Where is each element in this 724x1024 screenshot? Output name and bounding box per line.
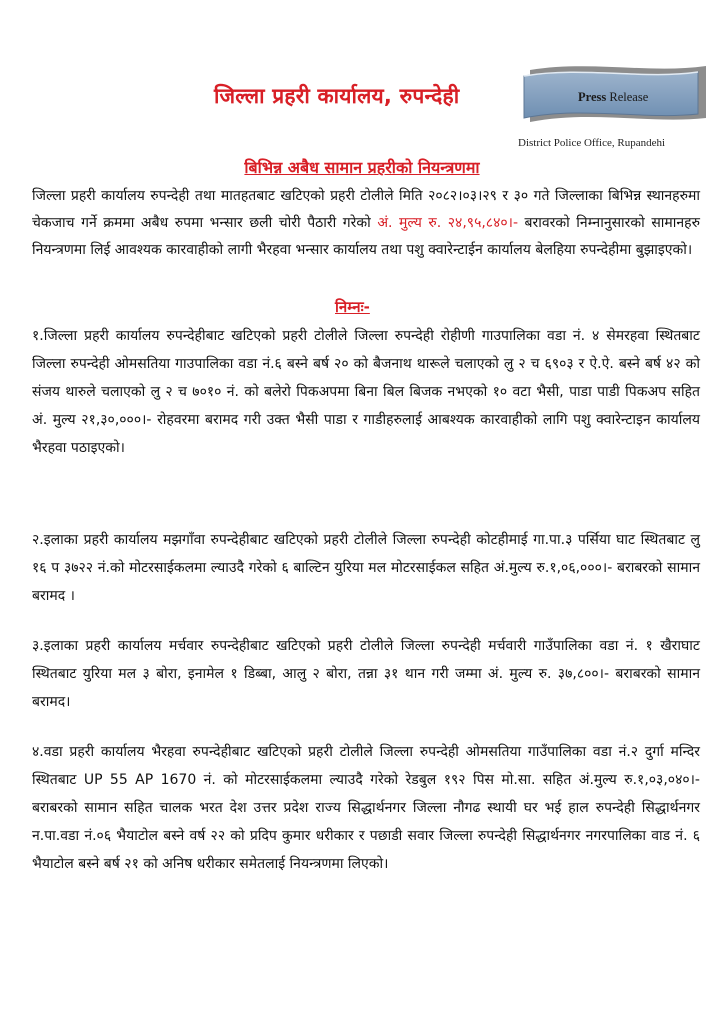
list-item: ३.इलाका प्रहरी कार्यालय मर्चवार रुपन्देहीबाट खटिएको प्रहरी टोलीले जिल्ला रुपन्देही मर्चवारी गाउँपालिका वडा नं. १ खैराघाट स्थितबाट युरिया मल ३ बोरा, इनामेल १ डिब्बा, आलु २ बोरा, तन्ना ३१ थान गरी जम्मा अं. मुल्य रु. ३७,८००।- बराबरको सामान बरामद। bbox=[32, 638, 700, 710]
intro-paragraph bbox=[32, 183, 700, 264]
intro-amount: अं. मुल्य रु. २४,९५,८४०।- bbox=[377, 215, 518, 231]
intro-text-after: बरावरको निम्नानुसारको सामानहरु नियन्त्रणमा लिई आवश्यक कारवाहीको लागी भैरहवा भन्सार कार्यालय तथा पशु क्वारेन्टाईन कार्यालय बेलहिया रुपन्देहीमा बुझाइएको। bbox=[32, 215, 700, 258]
list-heading: निम्नः- bbox=[335, 298, 370, 316]
office-title: जिल्ला प्रहरी कार्यालय, रुपन्देही bbox=[214, 84, 460, 108]
press-word: Press bbox=[578, 90, 607, 104]
press-release-badge bbox=[520, 64, 712, 128]
press-release-text bbox=[578, 90, 648, 105]
list-item: १.जिल्ला प्रहरी कार्यालय रुपन्देहीबाट खटिएको प्रहरी टोलीले जिल्ला रुपन्देही रोहीणी गाउपालिका वडा नं. ४ सेमरहवा स्थितबाट जिल्ला रुपन्देही ओमसतिया गाउपालिका वडा नं.६ बस्ने बर्ष २० को बैजनाथ थारूले चलाएको लु २ च ६९०३ र ऐ.ऐ. बस्ने बर्ष ४२ को संजय थारुले चलाएको लु २ च ७०१० नं. को बलेरो पिकअपमा बिना बिल बिजक नभएको १० वटा भैसी, पाडा पाडी पिकअप सहित अं. मुल्य २१,३०,०००।- रोहवरमा बरामद गरी उक्त भैसी पाडा र गाडीहरुलाई आबश्यक कारवाहीको लागि पशु क्वारेन्टाइन कार्यालय भैरहवा पठाइएको। bbox=[32, 328, 700, 456]
office-name-english: District Police Office, Rupandehi bbox=[518, 137, 666, 149]
release-word: Release bbox=[606, 90, 649, 104]
intro-text-before: जिल्ला प्रहरी कार्यालय रुपन्देही तथा मातहतबाट खटिएको प्रहरी टोलीले मिति २०८२।०३।२९ र ३० गते जिल्लाका बिभिन्न स्थानहरुमा चेकजाच गर्ने क्रममा अबैध रुपमा भन्सार छली चोरी पैठारी गरेको bbox=[32, 188, 700, 231]
list-item: २.इलाका प्रहरी कार्यालय मझगाँवा रुपन्देहीबाट खटिएको प्रहरी टोलीले जिल्ला रुपन्देही कोटहीमाई गा.पा.३ पर्सिया घाट स्थितबाट लु १६ प ३७२२ नं.को मोटरसाईकलमा ल्याउदै गरेको ६ बाल्टिन युरिया मल मोटरसाईकल सहित अं.मुल्य रु.१,०६,०००।- बराबरको सामान बरामद । bbox=[32, 532, 700, 604]
headline: बिभिन्न अबैध सामान प्रहरीको नियन्त्रणमा bbox=[244, 158, 480, 177]
list-item: ४.वडा प्रहरी कार्यालय भैरहवा रुपन्देहीबाट खटिएको प्रहरी टोलीले जिल्ला रुपन्देही ओमसतिया गाउँपालिका वडा नं.२ दुर्गा मन्दिर स्थितबाट UP 55 AP 1670 नं. को मोटरसाईकलमा ल्याउदै गरेको रेडबुल १९२ पिस मो.सा. सहित अं.मुल्य रु.१,०३,०४०।- बराबरको सामान सहित चालक भरत देश उत्तर प्रदेश राज्य सिद्धार्थनगर जिल्ला नौगढ स्थायी घर भई हाल रुपन्देही सिद्धार्थनगर न.पा.वडा नं.०६ भैयाटोल बस्ने वर्ष २२ को प्रदिप कुमार धरीकार र पछाडी सवार जिल्ला रुपन्देही सिद्धार्थनगर नगरपालिका वाड नं. ६ भैयाटोल बस्ने बर्ष २१ को अनिष धरीकार समेतलाई नियन्त्रणमा लिएको। bbox=[32, 744, 700, 872]
